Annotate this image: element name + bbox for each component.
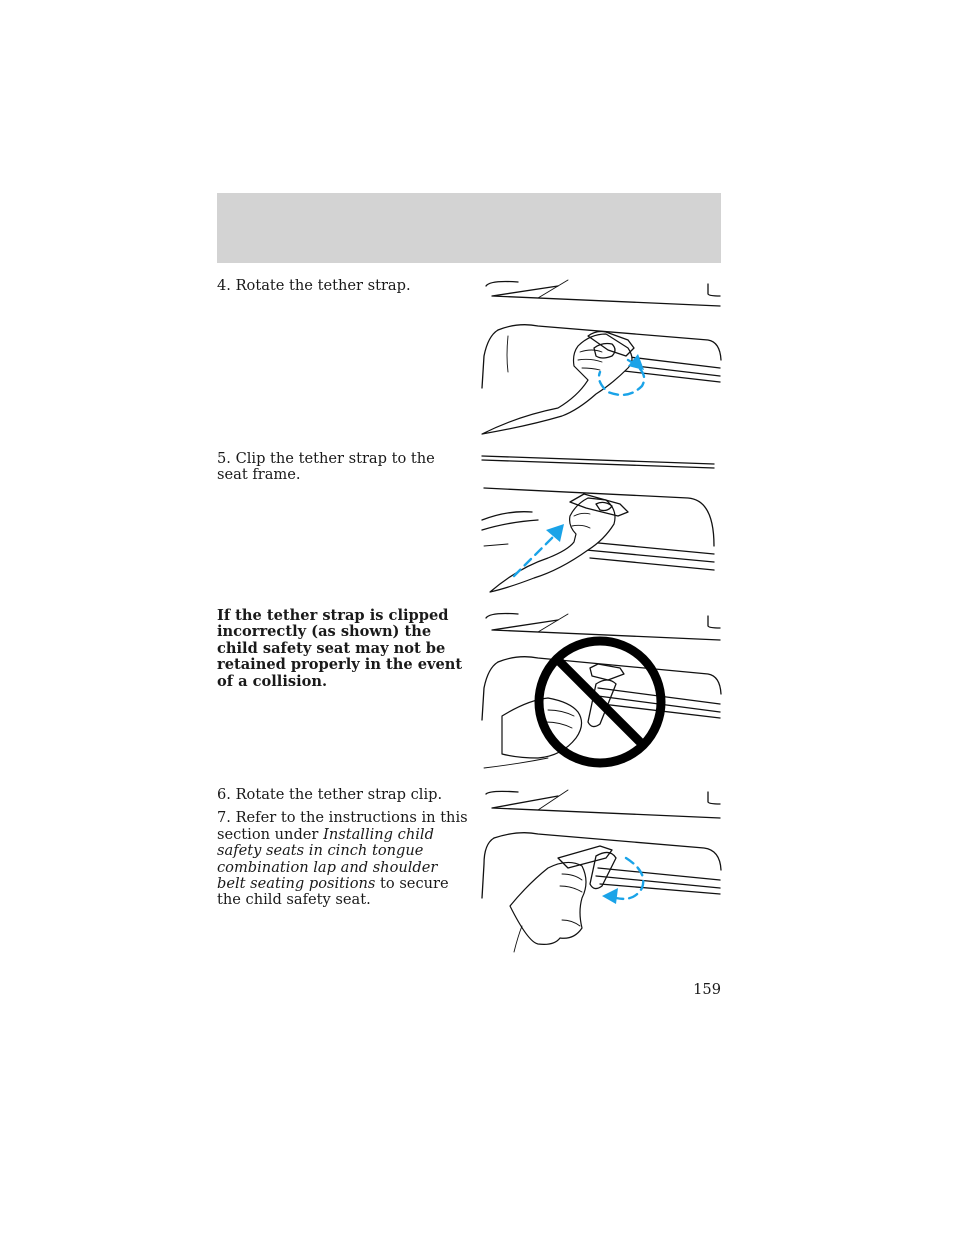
steps-6-7-text xyxy=(217,787,469,916)
warning: If the tether strap is clipped incorrectly (as shown) the child safety seat may not be retained properly in the event of a collision. xyxy=(217,607,463,690)
step-7-prefix: 7. Refer to the instructions in this section under xyxy=(217,809,468,843)
rotate-clip-illustration xyxy=(478,786,724,956)
step-6: 6. Rotate the tether strap clip. xyxy=(217,786,443,803)
step-4: 4. Rotate the tether strap. xyxy=(217,277,411,294)
step-7 xyxy=(217,810,469,908)
step-5-text xyxy=(217,451,469,491)
incorrect-clip-illustration xyxy=(478,608,724,774)
page-number: 159 xyxy=(693,981,721,998)
clip-strap-illustration xyxy=(478,450,724,600)
step-7-suffix: to secure the child safety seat. xyxy=(217,875,449,909)
header-band xyxy=(217,193,721,263)
step-5: 5. Clip the tether strap to the seat frame. xyxy=(217,450,435,484)
step-4-text xyxy=(217,278,469,301)
warning-text xyxy=(217,608,469,697)
step-7-reference: Installing child safety seats in cinch tongue combination lap and shoulder belt seating positions xyxy=(217,825,438,893)
rotate-strap-illustration xyxy=(478,276,724,436)
